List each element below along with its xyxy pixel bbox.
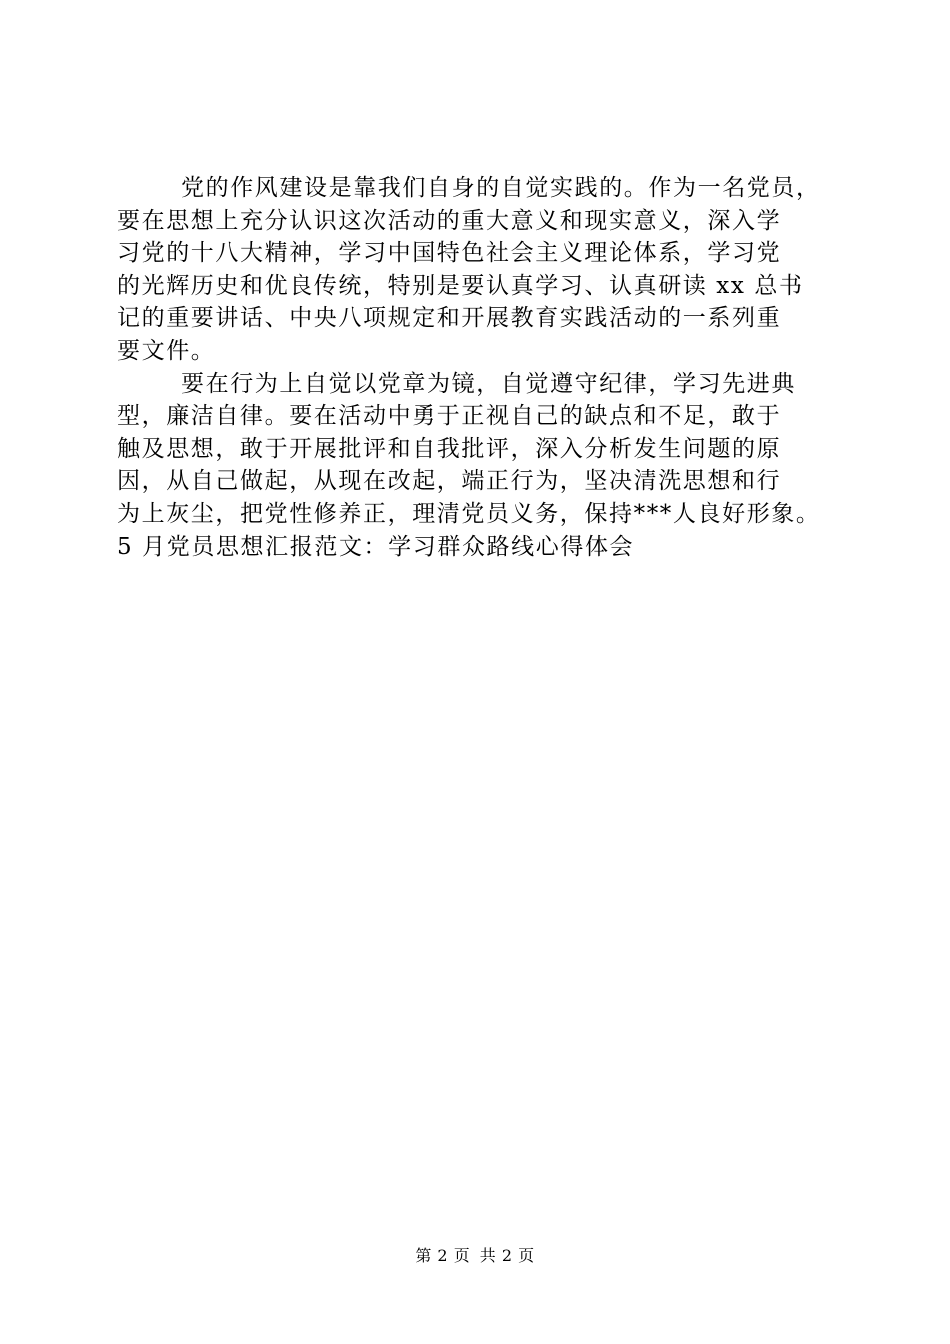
paragraph-1-line-5: 记的重要讲话、中央八项规定和开展教育实践活动的一系列重 xyxy=(117,305,782,332)
paragraph-1-line-2: 要在思想上充分认识这次活动的重大意义和现实意义，深入学 xyxy=(117,207,782,234)
page-number-total: 共 2 页 xyxy=(479,1246,535,1265)
document-body xyxy=(117,172,847,563)
paragraph-1-line-3: 习党的十八大精神，学习中国特色社会主义理论体系，学习党 xyxy=(117,240,782,267)
paragraph-2-line-4: 因，从自己做起，从现在改起，端正行为，坚决清洗思想和行 xyxy=(117,468,782,495)
closing-title-line: 5 月党员思想汇报范文：学习群众路线心得体会 xyxy=(117,533,635,560)
paragraph-1-line-4: 的光辉历史和优良传统，特别是要认真学习、认真研读 xx 总书 xyxy=(117,272,804,299)
paragraph-2-line-5: 为上灰尘，把党性修养正，理清党员义务，保持***人良好形象。 xyxy=(117,500,821,527)
paragraph-2-line-3: 触及思想，敢于开展批评和自我批评，深入分析发生问题的原 xyxy=(117,435,782,462)
paragraph-2-line-1: 要在行为上自觉以党章为镜，自觉遵守纪律，学习先进典 xyxy=(181,370,796,397)
page-number-current: 第 2 页 xyxy=(415,1246,471,1265)
paragraph-2-line-2: 型，廉洁自律。要在活动中勇于正视自己的缺点和不足，敢于 xyxy=(117,403,782,430)
paragraph-1-line-6: 要文件。 xyxy=(117,337,216,364)
page-footer xyxy=(0,1243,950,1266)
paragraph-1-line-1: 党的作风建设是靠我们自身的自觉实践的。作为一名党员， xyxy=(181,175,821,201)
